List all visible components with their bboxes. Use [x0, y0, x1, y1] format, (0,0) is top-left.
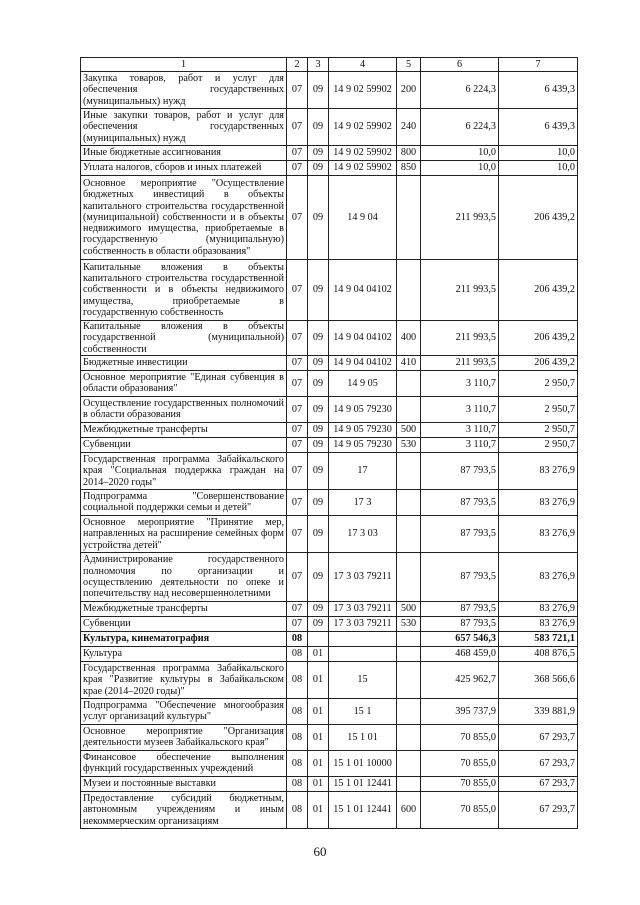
row-section: 07	[287, 72, 308, 109]
row-name: Основное мероприятие "Осуществление бюджетных инвестиций в объекты капитального строительства государственной (муниципальной) собственности и в объекты недвижимого имущества, приобретаемые в государственную (муниципальную) собственность в области образования"	[81, 176, 287, 260]
header-col-6: 6	[421, 58, 499, 72]
row-amount-year-2: 10,0	[499, 146, 578, 161]
row-subsection: 01	[308, 776, 329, 791]
row-expense-type	[397, 724, 421, 750]
row-target-article: 14 9 05 79230	[329, 422, 397, 437]
row-subsection: 09	[308, 72, 329, 109]
row-target-article: 14 9 05 79230	[329, 396, 397, 422]
row-expense-type	[397, 750, 421, 776]
row-name: Финансовое обеспечение выполнения функций государственных учреждений	[81, 750, 287, 776]
header-col-3: 3	[308, 58, 329, 72]
row-target-article: 14 9 04 04102	[329, 321, 397, 356]
row-section: 08	[287, 776, 308, 791]
row-target-article: 14 9 04 04102	[329, 260, 397, 321]
row-expense-type	[397, 646, 421, 661]
row-section: 07	[287, 616, 308, 631]
row-expense-type	[397, 370, 421, 396]
budget-table	[80, 57, 578, 829]
row-subsection: 09	[308, 161, 329, 176]
row-amount-year-1: 6 224,3	[421, 72, 499, 109]
row-section: 08	[287, 750, 308, 776]
row-target-article: 15	[329, 661, 397, 698]
row-amount-year-1: 6 224,3	[421, 109, 499, 146]
row-amount-year-2: 408 876,5	[499, 646, 578, 661]
row-amount-year-2: 83 276,9	[499, 601, 578, 616]
row-expense-type: 530	[397, 616, 421, 631]
row-amount-year-2: 6 439,3	[499, 72, 578, 109]
row-amount-year-1: 211 993,5	[421, 260, 499, 321]
table-row	[81, 698, 578, 724]
row-name: Государственная программа Забайкальского края "Социальная поддержка граждан на 2014–2020 годы"	[81, 452, 287, 489]
row-name: Субвенции	[81, 437, 287, 452]
row-amount-year-1: 87 793,5	[421, 515, 499, 552]
row-amount-year-1: 87 793,5	[421, 616, 499, 631]
row-target-article: 17 3 03 79211	[329, 552, 397, 601]
row-amount-year-2: 83 276,9	[499, 452, 578, 489]
row-expense-type: 850	[397, 161, 421, 176]
row-subsection: 09	[308, 176, 329, 260]
table-row	[81, 161, 578, 176]
row-amount-year-2: 2 950,7	[499, 396, 578, 422]
row-subsection: 01	[308, 698, 329, 724]
row-amount-year-2: 2 950,7	[499, 437, 578, 452]
row-target-article: 15 1 01	[329, 724, 397, 750]
row-amount-year-2: 339 881,9	[499, 698, 578, 724]
row-target-article: 14 9 02 59902	[329, 146, 397, 161]
row-section: 07	[287, 452, 308, 489]
row-expense-type	[397, 489, 421, 515]
row-amount-year-2: 83 276,9	[499, 515, 578, 552]
table-row	[81, 552, 578, 601]
row-expense-type	[397, 776, 421, 791]
row-target-article: 15 1 01 10000	[329, 750, 397, 776]
row-section: 07	[287, 370, 308, 396]
row-amount-year-2: 206 439,2	[499, 260, 578, 321]
table-row	[81, 422, 578, 437]
table-row	[81, 370, 578, 396]
row-name: Администрирование государственного полномочия по организации и осуществлению деятельности по опеке и попечительству над несовершеннолетними	[81, 552, 287, 601]
row-section: 07	[287, 109, 308, 146]
row-target-article: 17	[329, 452, 397, 489]
row-subsection: 09	[308, 146, 329, 161]
row-target-article: 14 9 04	[329, 176, 397, 260]
row-expense-type	[397, 515, 421, 552]
row-section: 07	[287, 396, 308, 422]
row-target-article: 14 9 02 59902	[329, 161, 397, 176]
row-subsection: 09	[308, 616, 329, 631]
row-name: Основное мероприятие "Принятие мер, направленных на расширение семейных форм устройства детей"	[81, 515, 287, 552]
row-amount-year-2: 6 439,3	[499, 109, 578, 146]
row-amount-year-1: 395 737,9	[421, 698, 499, 724]
row-subsection: 09	[308, 260, 329, 321]
row-target-article: 17 3 03 79211	[329, 616, 397, 631]
row-section: 07	[287, 437, 308, 452]
row-amount-year-1: 425 962,7	[421, 661, 499, 698]
row-amount-year-1: 468 459,0	[421, 646, 499, 661]
table-row	[81, 724, 578, 750]
row-name: Основное мероприятие "Единая субвенция в области образования"	[81, 370, 287, 396]
row-name: Культура, кинематография	[81, 631, 287, 646]
table-row	[81, 661, 578, 698]
row-subsection: 01	[308, 646, 329, 661]
row-amount-year-2: 67 293,7	[499, 724, 578, 750]
row-amount-year-1: 87 793,5	[421, 601, 499, 616]
row-expense-type	[397, 698, 421, 724]
header-col-1: 1	[81, 58, 287, 72]
row-expense-type: 410	[397, 355, 421, 370]
row-expense-type: 600	[397, 791, 421, 828]
row-section: 07	[287, 515, 308, 552]
table-row	[81, 750, 578, 776]
row-amount-year-1: 3 110,7	[421, 422, 499, 437]
row-amount-year-2: 583 721,1	[499, 631, 578, 646]
row-expense-type: 400	[397, 321, 421, 356]
row-target-article: 15 1 01 12441	[329, 791, 397, 828]
row-expense-type: 530	[397, 437, 421, 452]
table-row	[81, 489, 578, 515]
row-name: Субвенции	[81, 616, 287, 631]
table-row	[81, 515, 578, 552]
row-amount-year-1: 211 993,5	[421, 321, 499, 356]
row-name: Закупка товаров, работ и услуг для обеспечения государственных (муниципальных) нужд	[81, 72, 287, 109]
row-target-article	[329, 646, 397, 661]
row-amount-year-1: 70 855,0	[421, 724, 499, 750]
row-expense-type: 800	[397, 146, 421, 161]
row-expense-type	[397, 452, 421, 489]
row-target-article: 14 9 02 59902	[329, 72, 397, 109]
row-amount-year-2: 67 293,7	[499, 791, 578, 828]
row-subsection: 09	[308, 109, 329, 146]
table-row	[81, 109, 578, 146]
table-row	[81, 176, 578, 260]
row-amount-year-2: 67 293,7	[499, 776, 578, 791]
row-name: Уплата налогов, сборов и иных платежей	[81, 161, 287, 176]
row-target-article: 14 9 02 59902	[329, 109, 397, 146]
row-amount-year-2: 67 293,7	[499, 750, 578, 776]
row-expense-type	[397, 552, 421, 601]
row-section: 08	[287, 661, 308, 698]
row-target-article: 14 9 05 79230	[329, 437, 397, 452]
row-name: Подпрограмма "Совершенствование социальной поддержки семьи и детей"	[81, 489, 287, 515]
row-name: Межбюджетные трансферты	[81, 601, 287, 616]
table-row	[81, 616, 578, 631]
row-subsection: 09	[308, 515, 329, 552]
row-amount-year-1: 211 993,5	[421, 355, 499, 370]
row-subsection: 09	[308, 552, 329, 601]
row-section: 07	[287, 355, 308, 370]
row-target-article	[329, 631, 397, 646]
page-number: 60	[313, 844, 327, 859]
row-section: 07	[287, 552, 308, 601]
table-row	[81, 776, 578, 791]
row-expense-type: 500	[397, 422, 421, 437]
row-name: Государственная программа Забайкальского края "Развитие культуры в Забайкальском крае (2014–2020 годы)"	[81, 661, 287, 698]
row-target-article: 14 9 05	[329, 370, 397, 396]
row-name: Бюджетные инвестиции	[81, 355, 287, 370]
row-expense-type	[397, 176, 421, 260]
row-section: 07	[287, 146, 308, 161]
row-amount-year-2: 206 439,2	[499, 176, 578, 260]
row-amount-year-1: 10,0	[421, 146, 499, 161]
row-amount-year-2: 83 276,9	[499, 552, 578, 601]
row-section: 07	[287, 601, 308, 616]
row-amount-year-2: 10,0	[499, 161, 578, 176]
row-section: 08	[287, 724, 308, 750]
row-section: 07	[287, 422, 308, 437]
header-col-5: 5	[397, 58, 421, 72]
table-row	[81, 631, 578, 646]
row-amount-year-2: 368 566,6	[499, 661, 578, 698]
header-col-4: 4	[329, 58, 397, 72]
row-amount-year-1: 3 110,7	[421, 396, 499, 422]
row-expense-type	[397, 661, 421, 698]
row-amount-year-1: 87 793,5	[421, 552, 499, 601]
row-name: Подпрограмма "Обеспечение многообразия услуг организаций культуры"	[81, 698, 287, 724]
row-name: Осуществление государственных полномочий в области образования	[81, 396, 287, 422]
row-amount-year-2: 206 439,2	[499, 355, 578, 370]
header-col-2: 2	[287, 58, 308, 72]
row-subsection: 01	[308, 724, 329, 750]
row-expense-type	[397, 631, 421, 646]
row-section: 07	[287, 260, 308, 321]
row-section: 07	[287, 321, 308, 356]
row-target-article: 17 3 03	[329, 515, 397, 552]
row-name: Основное мероприятие "Организация деятельности музеев Забайкальского края"	[81, 724, 287, 750]
row-subsection: 01	[308, 750, 329, 776]
row-section: 07	[287, 489, 308, 515]
row-expense-type	[397, 260, 421, 321]
row-section: 08	[287, 646, 308, 661]
table-row	[81, 791, 578, 828]
row-amount-year-1: 70 855,0	[421, 750, 499, 776]
row-amount-year-2: 206 439,2	[499, 321, 578, 356]
row-amount-year-2: 83 276,9	[499, 616, 578, 631]
table-row	[81, 601, 578, 616]
table-body	[81, 72, 578, 829]
row-amount-year-1: 70 855,0	[421, 776, 499, 791]
row-target-article: 14 9 04 04102	[329, 355, 397, 370]
row-amount-year-1: 10,0	[421, 161, 499, 176]
row-expense-type: 500	[397, 601, 421, 616]
row-subsection: 09	[308, 437, 329, 452]
row-name: Межбюджетные трансферты	[81, 422, 287, 437]
row-subsection: 09	[308, 452, 329, 489]
row-target-article: 17 3	[329, 489, 397, 515]
row-amount-year-2: 83 276,9	[499, 489, 578, 515]
row-expense-type: 240	[397, 109, 421, 146]
table-row	[81, 146, 578, 161]
row-name: Иные бюджетные ассигнования	[81, 146, 287, 161]
row-subsection: 01	[308, 661, 329, 698]
row-expense-type	[397, 396, 421, 422]
table-row	[81, 355, 578, 370]
row-name: Иные закупки товаров, работ и услуг для обеспечения государственных (муниципальных) нужд	[81, 109, 287, 146]
row-section: 07	[287, 161, 308, 176]
row-subsection	[308, 631, 329, 646]
row-name: Предоставление субсидий бюджетным, автономным учреждениям и иным некоммерческим организациям	[81, 791, 287, 828]
table-header-row	[81, 58, 578, 72]
row-subsection: 09	[308, 370, 329, 396]
row-subsection: 09	[308, 489, 329, 515]
header-col-7: 7	[499, 58, 578, 72]
row-name: Капитальные вложения в объекты капитального строительства государственной собственности и в объекты недвижимого имущества, приобретаемые в государственную собственность	[81, 260, 287, 321]
row-amount-year-1: 657 546,3	[421, 631, 499, 646]
row-subsection: 09	[308, 355, 329, 370]
table-row	[81, 396, 578, 422]
row-subsection: 09	[308, 321, 329, 356]
row-section: 08	[287, 791, 308, 828]
table-row	[81, 260, 578, 321]
row-amount-year-1: 70 855,0	[421, 791, 499, 828]
row-target-article: 15 1 01 12441	[329, 776, 397, 791]
row-name: Культура	[81, 646, 287, 661]
row-target-article: 17 3 03 79211	[329, 601, 397, 616]
row-subsection: 09	[308, 422, 329, 437]
row-subsection: 01	[308, 791, 329, 828]
row-amount-year-2: 2 950,7	[499, 370, 578, 396]
row-section: 08	[287, 698, 308, 724]
row-expense-type: 200	[397, 72, 421, 109]
row-target-article: 15 1	[329, 698, 397, 724]
table-row	[81, 646, 578, 661]
row-amount-year-2: 2 950,7	[499, 422, 578, 437]
row-section: 08	[287, 631, 308, 646]
row-amount-year-1: 87 793,5	[421, 489, 499, 515]
row-subsection: 09	[308, 396, 329, 422]
row-amount-year-1: 3 110,7	[421, 370, 499, 396]
table-row	[81, 321, 578, 356]
table-row	[81, 72, 578, 109]
row-subsection: 09	[308, 601, 329, 616]
row-amount-year-1: 87 793,5	[421, 452, 499, 489]
row-amount-year-1: 3 110,7	[421, 437, 499, 452]
row-name: Капитальные вложения в объекты государственной (муниципальной) собственности	[81, 321, 287, 356]
table-row	[81, 437, 578, 452]
row-amount-year-1: 211 993,5	[421, 176, 499, 260]
table-row	[81, 452, 578, 489]
row-section: 07	[287, 176, 308, 260]
row-name: Музеи и постоянные выставки	[81, 776, 287, 791]
